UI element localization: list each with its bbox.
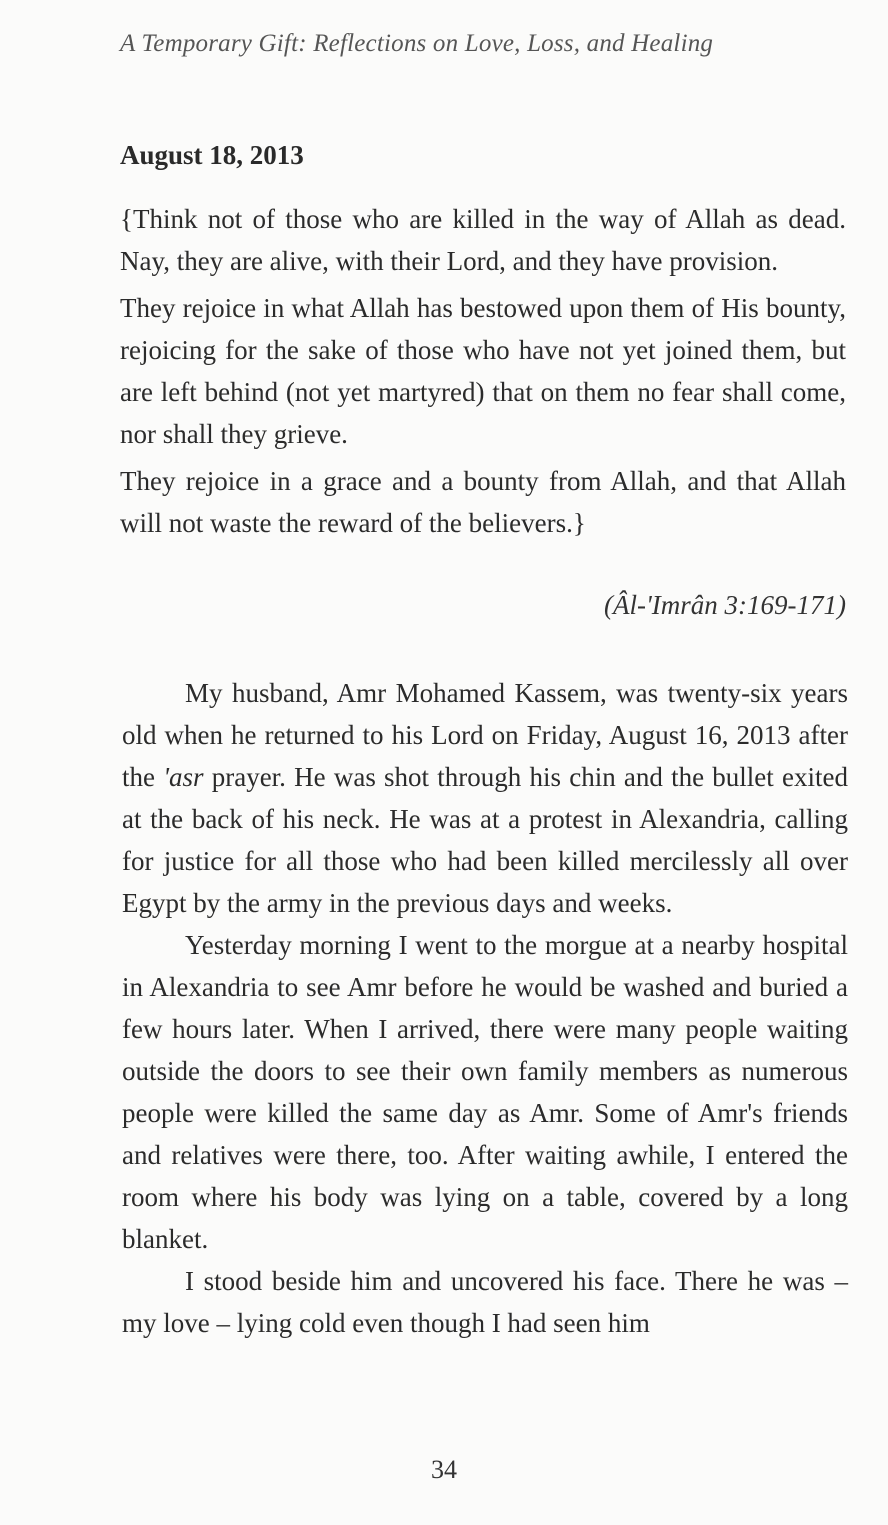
body-paragraph-text: prayer. He was shot through his chin and the bullet exited at the back of his neck. He was at a protest in Alexandria, calling for justice for all those who had been killed mercilessly all over Egypt by the army in the previous days and weeks. [122, 762, 848, 918]
running-header: A Temporary Gift: Reflections on Love, Loss, and Healing [120, 30, 714, 57]
quran-verse-block [120, 198, 846, 549]
verse-paragraph: They rejoice in a grace and a bounty from Allah, and that Allah will not waste the reward of the believers.} [120, 466, 846, 538]
italic-term: 'asr [163, 762, 204, 792]
body-text [122, 672, 848, 1344]
body-paragraph [122, 672, 848, 924]
entry-date-heading: August 18, 2013 [120, 140, 304, 170]
body-paragraph: Yesterday morning I went to the morgue at a nearby hospital in Alexandria to see Amr before he would be washed and buried a few hours later. When I arrived, there were many people waiting outside the doors to see their own family members as numerous people were killed the same day as Amr. Some of Amr's friends and relatives were there, too. After waiting awhile, I entered the room where his body was lying on a table, covered by a long blanket. [122, 930, 848, 1254]
body-paragraph: I stood beside him and uncovered his face. There he was – my love – lying cold even though I had seen him [122, 1266, 848, 1338]
verse-citation: (Âl-'Imrân 3:169-171) [604, 590, 846, 620]
verse-paragraph: {Think not of those who are killed in the way of Allah as dead. Nay, they are alive, with their Lord, and they have provision. [120, 204, 846, 276]
page-number: 34 [431, 1455, 457, 1484]
verse-paragraph: They rejoice in what Allah has bestowed upon them of His bounty, rejoicing for the sake of those who have not yet joined them, but are left behind (not yet martyred) that on them no fear shall come, nor shall they grieve. [120, 293, 846, 449]
body-paragraph-text: My husband, Amr Mohamed Kassem, was twenty-six years old when he returned to his Lord on Friday, August 16, 2013 after the [122, 678, 848, 792]
